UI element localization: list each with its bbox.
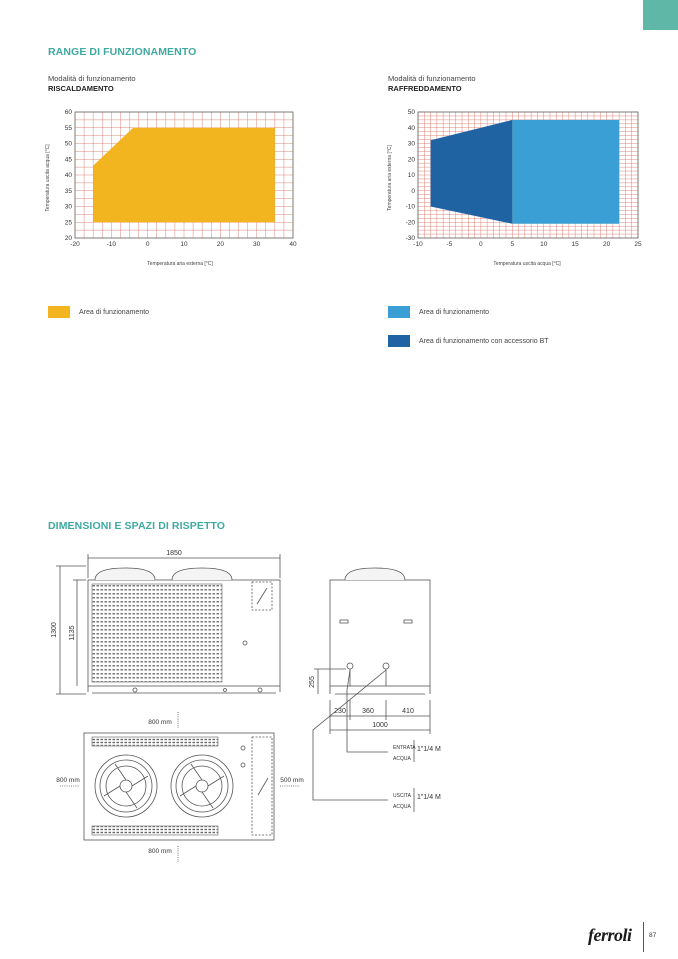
cool-ytick: -30 (405, 235, 415, 243)
outlet-size: 1"1/4 M (417, 794, 441, 801)
clearance-left: 800 mm (56, 777, 80, 784)
dim-1135: 1135 (69, 625, 76, 641)
heat-ytick: 60 (64, 109, 72, 117)
heating-ylabel: Temperatura uscita acqua [°C] (45, 144, 51, 212)
cool-ytick: -20 (405, 219, 415, 227)
cool-xtick: 20 (602, 241, 611, 248)
ferroli-logo: ferroli (588, 925, 632, 945)
heat-ytick: 50 (64, 140, 72, 148)
cooling-mode-name: RAFFREDDAMENTO (388, 84, 462, 93)
heat-ytick: 35 (64, 187, 72, 195)
cool-xtick: 25 (634, 241, 642, 248)
cool-ytick: 20 (407, 156, 415, 164)
footer-divider (643, 922, 644, 952)
inlet-label-2: ACQUA (393, 756, 411, 762)
cool-ytick: 50 (407, 109, 415, 117)
cooling-xlabel: Temperatura uscita acqua [°C] (493, 261, 561, 267)
cool-xtick: -10 (413, 241, 423, 248)
cooling-legend-swatch-1 (388, 306, 410, 318)
heat-xtick: 30 (253, 241, 261, 248)
cooling-operating-area (512, 120, 619, 224)
dimension-drawings (0, 540, 678, 870)
heat-ytick: 25 (64, 219, 72, 227)
heat-xtick: -10 (106, 241, 117, 248)
cooling-mode-caption (388, 74, 476, 94)
cool-ytick: 40 (407, 124, 415, 132)
heating-chart (40, 100, 310, 270)
cool-xtick: 15 (571, 241, 579, 248)
heat-xtick: 40 (289, 241, 297, 248)
heating-legend-swatch (48, 306, 70, 318)
page-number: 87 (649, 932, 657, 939)
heating-mode-caption (48, 74, 136, 94)
cool-xtick: 10 (540, 241, 548, 248)
section-title-dimensions: DIMENSIONI E SPAZI DI RISPETTO (48, 520, 226, 532)
heat-ytick: 45 (64, 156, 72, 164)
heat-xtick: 0 (145, 241, 150, 248)
heat-xtick: -20 (70, 241, 80, 248)
dim-410: 410 (402, 708, 414, 715)
corner-tab (643, 0, 678, 30)
heating-xlabel: Temperatura aria esterna [°C] (147, 261, 213, 267)
section-title-range: RANGE DI FUNZIONAMENTO (48, 46, 197, 58)
top-view (84, 733, 274, 840)
heating-mode-name: RISCALDAMENTO (48, 84, 114, 93)
dim-230: 230 (334, 708, 346, 715)
heat-ytick: 40 (64, 172, 72, 180)
dim-1850: 1850 (166, 550, 182, 557)
clearance-right: 500 mm (280, 777, 304, 784)
inlet-label-1: ENTRATA (393, 745, 416, 751)
cool-ytick: 10 (407, 172, 415, 180)
cooling-legend-label-2: Area di funzionamento con accessorio BT (419, 337, 549, 345)
cooling-legend-swatch-2 (388, 335, 410, 347)
dim-1000: 1000 (372, 722, 388, 729)
dim-1300: 1300 (51, 622, 58, 638)
dim-360: 360 (362, 708, 374, 715)
inlet-size: 1"1/4 M (417, 746, 441, 753)
heating-legend-label: Area di funzionamento (79, 308, 150, 316)
cooling-mode-label: Modalità di funzionamento (388, 74, 476, 83)
cooling-ylabel: Temperatura aria esterna [°C] (387, 145, 393, 211)
cool-ytick: -10 (405, 203, 415, 211)
heating-legend (48, 306, 149, 318)
heat-xtick: 20 (216, 241, 224, 248)
outlet-label-1: USCITA (393, 793, 411, 799)
heat-ytick: 30 (64, 203, 72, 211)
heat-ytick: 55 (64, 124, 72, 132)
cooling-legend-1 (388, 306, 489, 318)
clearance-bottom: 800 mm (148, 848, 172, 855)
cool-xtick: 0 (479, 241, 483, 248)
cooling-legend-2 (388, 335, 549, 347)
front-view (88, 568, 280, 693)
heating-mode-label: Modalità di funzionamento (48, 74, 136, 83)
dim-255: 255 (309, 676, 316, 688)
clearance-top: 800 mm (148, 719, 172, 726)
cool-xtick: 5 (510, 241, 515, 248)
cool-ytick: 30 (407, 140, 415, 148)
cooling-chart (380, 100, 650, 270)
cooling-legend-label-1: Area di funzionamento (419, 308, 490, 316)
outlet-label-2: ACQUA (393, 804, 411, 810)
heat-xtick: 10 (180, 241, 188, 248)
heat-ytick: 20 (64, 235, 72, 243)
heating-operating-area (93, 128, 275, 223)
cool-ytick: 0 (411, 187, 415, 195)
cool-xtick: -5 (446, 241, 453, 248)
